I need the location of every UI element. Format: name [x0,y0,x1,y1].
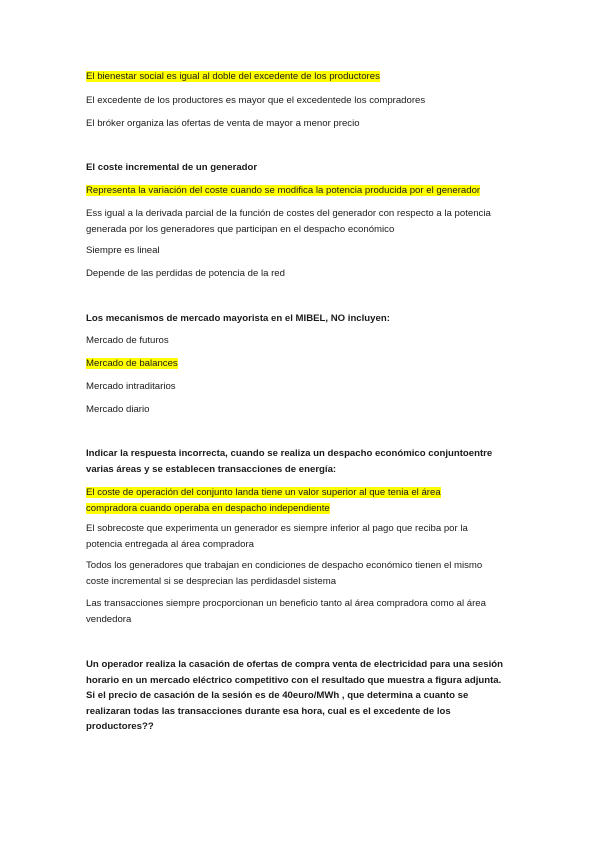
q5-title-line-4: realizaran todas las transacciones durante esa hora, cual es el excedente de los [86,705,451,717]
q3-option-3 [86,379,526,395]
q2-option-1 [86,183,526,199]
q2-option-4-text: Depende de las perdidas de potencia de la red [86,268,285,279]
q4-option-4 [86,596,526,627]
q3-option-2-text: Mercado de balances [86,358,178,369]
q4-option-4-line-2: vendedora [86,613,132,625]
q5-title-line-2: horario en un mercado eléctrico competitivo con el resultado que muestra a figura adjunta. [86,674,502,686]
q4-option-4-line-1: Las transacciones siempre procporcionan un beneficio tanto al área compradora como al área [86,598,486,609]
q4-option-2-line-2: potencia entregada al área compradora [86,538,255,550]
q4-option-3-line-2: coste incremental si se desprecian las perdidasdel sistema [86,575,337,587]
q2-option-2-line-2: generada por los generadores que participan en el despacho económico [86,223,395,235]
q1-option-3 [86,116,526,132]
q1-option-1 [86,69,526,85]
q3-option-1 [86,333,526,349]
q2-option-3-text: Siempre es lineal [86,245,160,256]
q5-title [86,657,526,735]
q5-title-line-1: Un operador realiza la casación de ofertas de compra venta de electricidad para una sesión [86,659,503,670]
q5-title-line-5: productores?? [86,721,154,732]
q3-option-2 [86,356,526,372]
q4-option-2-line-1: El sobrecoste que experimenta un generador es siempre inferior al pago que reciba por la [86,523,468,534]
q2-title-text: El coste incremental de un generador [86,162,258,173]
q4-option-1 [86,485,526,516]
q3-title-text: Los mecanismos de mercado mayorista en el MIBEL, NO incluyen: [86,313,390,324]
q2-option-2 [86,206,526,237]
q5-title-line-3: Si el precio de casación de la sesión es de 40euro/MWh , que determina a cuanto se [86,690,469,701]
q1-option-2-text: El excedente de los productores es mayor que el excedentede los compradores [86,95,426,106]
q4-title-line-1: Indicar la respuesta incorrecta, cuando se realiza un despacho económico conjuntoentre [86,448,493,459]
q1-option-2 [86,93,526,109]
q3-option-4-text: Mercado diario [86,404,150,415]
q3-title [86,311,526,327]
q2-option-2-line-1: Ess igual a la derivada parcial de la función de costes del generador con respecto a la potencia [86,208,491,219]
q4-title [86,446,526,477]
q2-option-3 [86,243,526,259]
q3-option-3-text: Mercado intraditarios [86,381,176,392]
q4-option-3-line-1: Todos los generadores que trabajan en condiciones de despacho económico tienen el mismo [86,560,483,571]
q4-option-2 [86,521,526,552]
q1-option-3-text: El bróker organiza las ofertas de venta de mayor a menor precio [86,118,360,129]
q2-option-4 [86,266,526,282]
q4-option-1-line-1: El coste de operación del conjunto landa tiene un valor superior al que tenia el área [86,487,441,498]
q2-option-1-text: Representa la variación del coste cuando se modifica la potencia producida por el generador [86,185,481,196]
q1-option-1-text: El bienestar social es igual al doble del excedente de los productores [86,71,380,82]
q4-option-1-line-2: compradora cuando operaba en despacho independiente [86,502,330,514]
q4-title-line-2: varias áreas y se establecen transacciones de energía: [86,463,337,475]
q3-option-1-text: Mercado de futuros [86,335,169,346]
q4-option-3 [86,558,526,589]
q2-title [86,160,526,176]
q3-option-4 [86,402,526,418]
